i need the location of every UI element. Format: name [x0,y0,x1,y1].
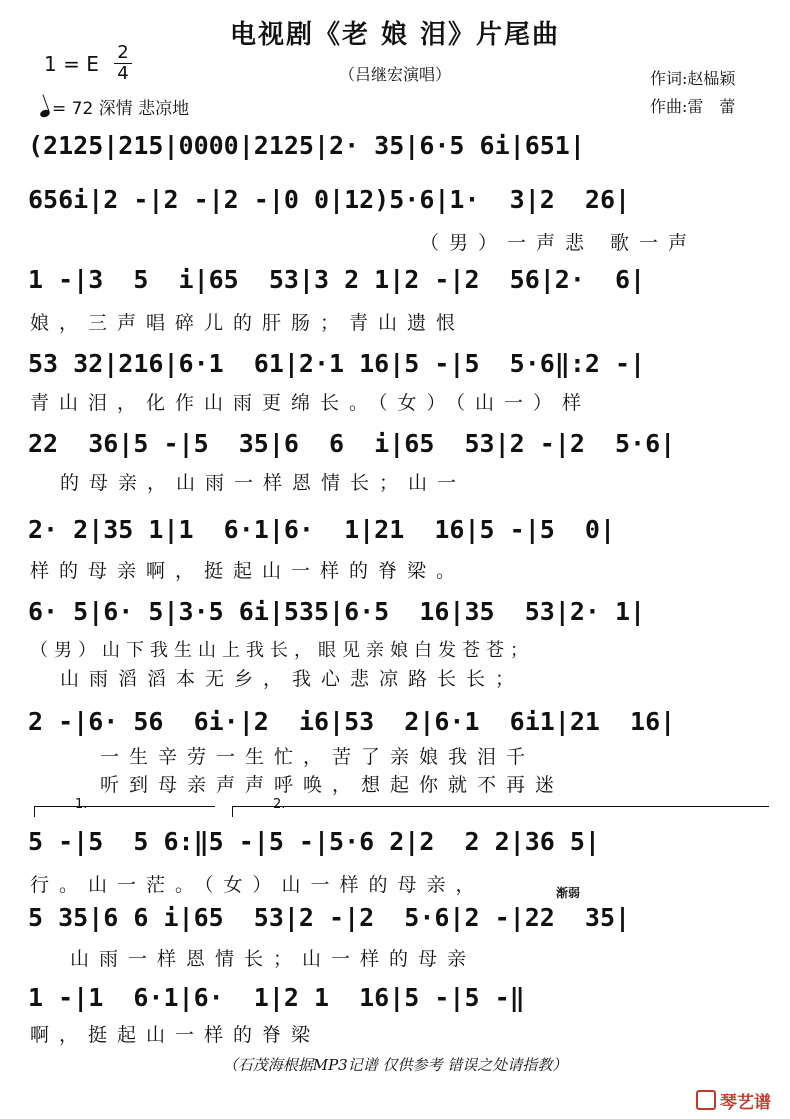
staff-line: 1 -|1 6·1|6· 1|2 1 16|5 -|5 -‖ [28,983,525,1012]
volta-2-label: 2. [273,797,286,812]
composer-credit: 作曲:雷 蕾 [650,97,736,116]
staff-line: 22 36|5 -|5 35|6 6 i|65 53|2 -|2 5·6| [28,429,676,458]
song-title: 电视剧《老 娘 泪》片尾曲 [229,20,561,50]
lyric-line: 听到母亲声声呼唤，想起你就不再迷 [100,774,565,796]
time-signature-top: 2 [117,42,129,63]
key-signature: 1 = E [44,52,99,76]
staff-line: 6· 5|6· 5|3·5 6i|535|6·5 16|35 53|2· 1| [28,597,646,626]
staff-line: 656i|2 -|2 -|2 -|0 0|12)5·6|1· 3|2 26| [28,185,631,214]
performer-subtitle: （吕继宏演唱） [338,65,451,84]
staff-line: 1 -|3 5 i|65 53|3 2 1|2 -|2 56|2· 6| [28,265,646,294]
lyric-line: （男）一声悲 歌一声 [420,232,698,254]
volta-bracket-1 [34,797,215,817]
lyric-line: 娘，三声唱碎儿的肝肠；青山遗恨 [30,312,466,334]
lyric-line: 啊，挺起山一样的脊梁 [30,1024,321,1046]
lyric-line: 山雨一样恩情长；山一样的母亲 [70,948,477,970]
lyricist-credit: 作词:赵榀颖 [650,69,736,88]
volta-bracket-2 [232,797,769,817]
tempo-marking [40,94,189,119]
lyric-line: （男）山下我生山上我长，眼见亲娘白发苍苍； [30,640,534,661]
transcription-note: （石茂海根据MP3记谱 仅供参考 错误之处请指教） [222,1056,568,1074]
time-signature [114,44,132,83]
lyric-line: 青山泪，化作山雨更绵长。（女）（山一）样 [30,392,592,414]
site-logo [696,1088,782,1114]
lyric-line: 行。山一茫。（女）山一样的母亲， [30,874,485,896]
lyric-line: 山雨滔滔本无乡，我心悲凉路长长； [60,668,525,690]
staff-line: (2125|215|0000|2125|2· 35|6·5 6i|651| [28,131,585,160]
quarter-note-icon [39,109,51,119]
lyric-line: 的母亲，山雨一样恩情长；山一 [60,472,467,494]
staff-line: 5 -|5 5 6:‖5 -|5 -|5·6 2|2 2 2|36 5| [28,827,600,856]
volta-1-label: 1. [75,797,88,812]
logo-text: 琴艺谱 [720,1093,771,1113]
lyric-line: 一生辛劳一生忙，苦了亲娘我泪千 [100,746,536,768]
lyric-line: 样的母亲啊，挺起山一样的脊梁。 [30,560,466,582]
tempo-text: = 72 深情 悲凉地 [52,99,190,119]
logo-icon [696,1090,716,1110]
time-signature-bottom: 4 [117,63,129,84]
staff-line: 2· 2|35 1|1 6·1|6· 1|21 16|5 -|5 0| [28,515,615,544]
dynamic-marking: 渐弱 [556,886,581,900]
staff-line: 53 32|216|6·1 61|2·1 16|5 -|5 5·6‖:2 -| [28,349,646,378]
staff-line: 2 -|6· 56 6i·|2 i6|53 2|6·1 6i1|21 16| [28,707,676,736]
staff-line: 5 35|6 6 i|65 53|2 -|2 5·6|2 -|22 35| [28,903,631,932]
